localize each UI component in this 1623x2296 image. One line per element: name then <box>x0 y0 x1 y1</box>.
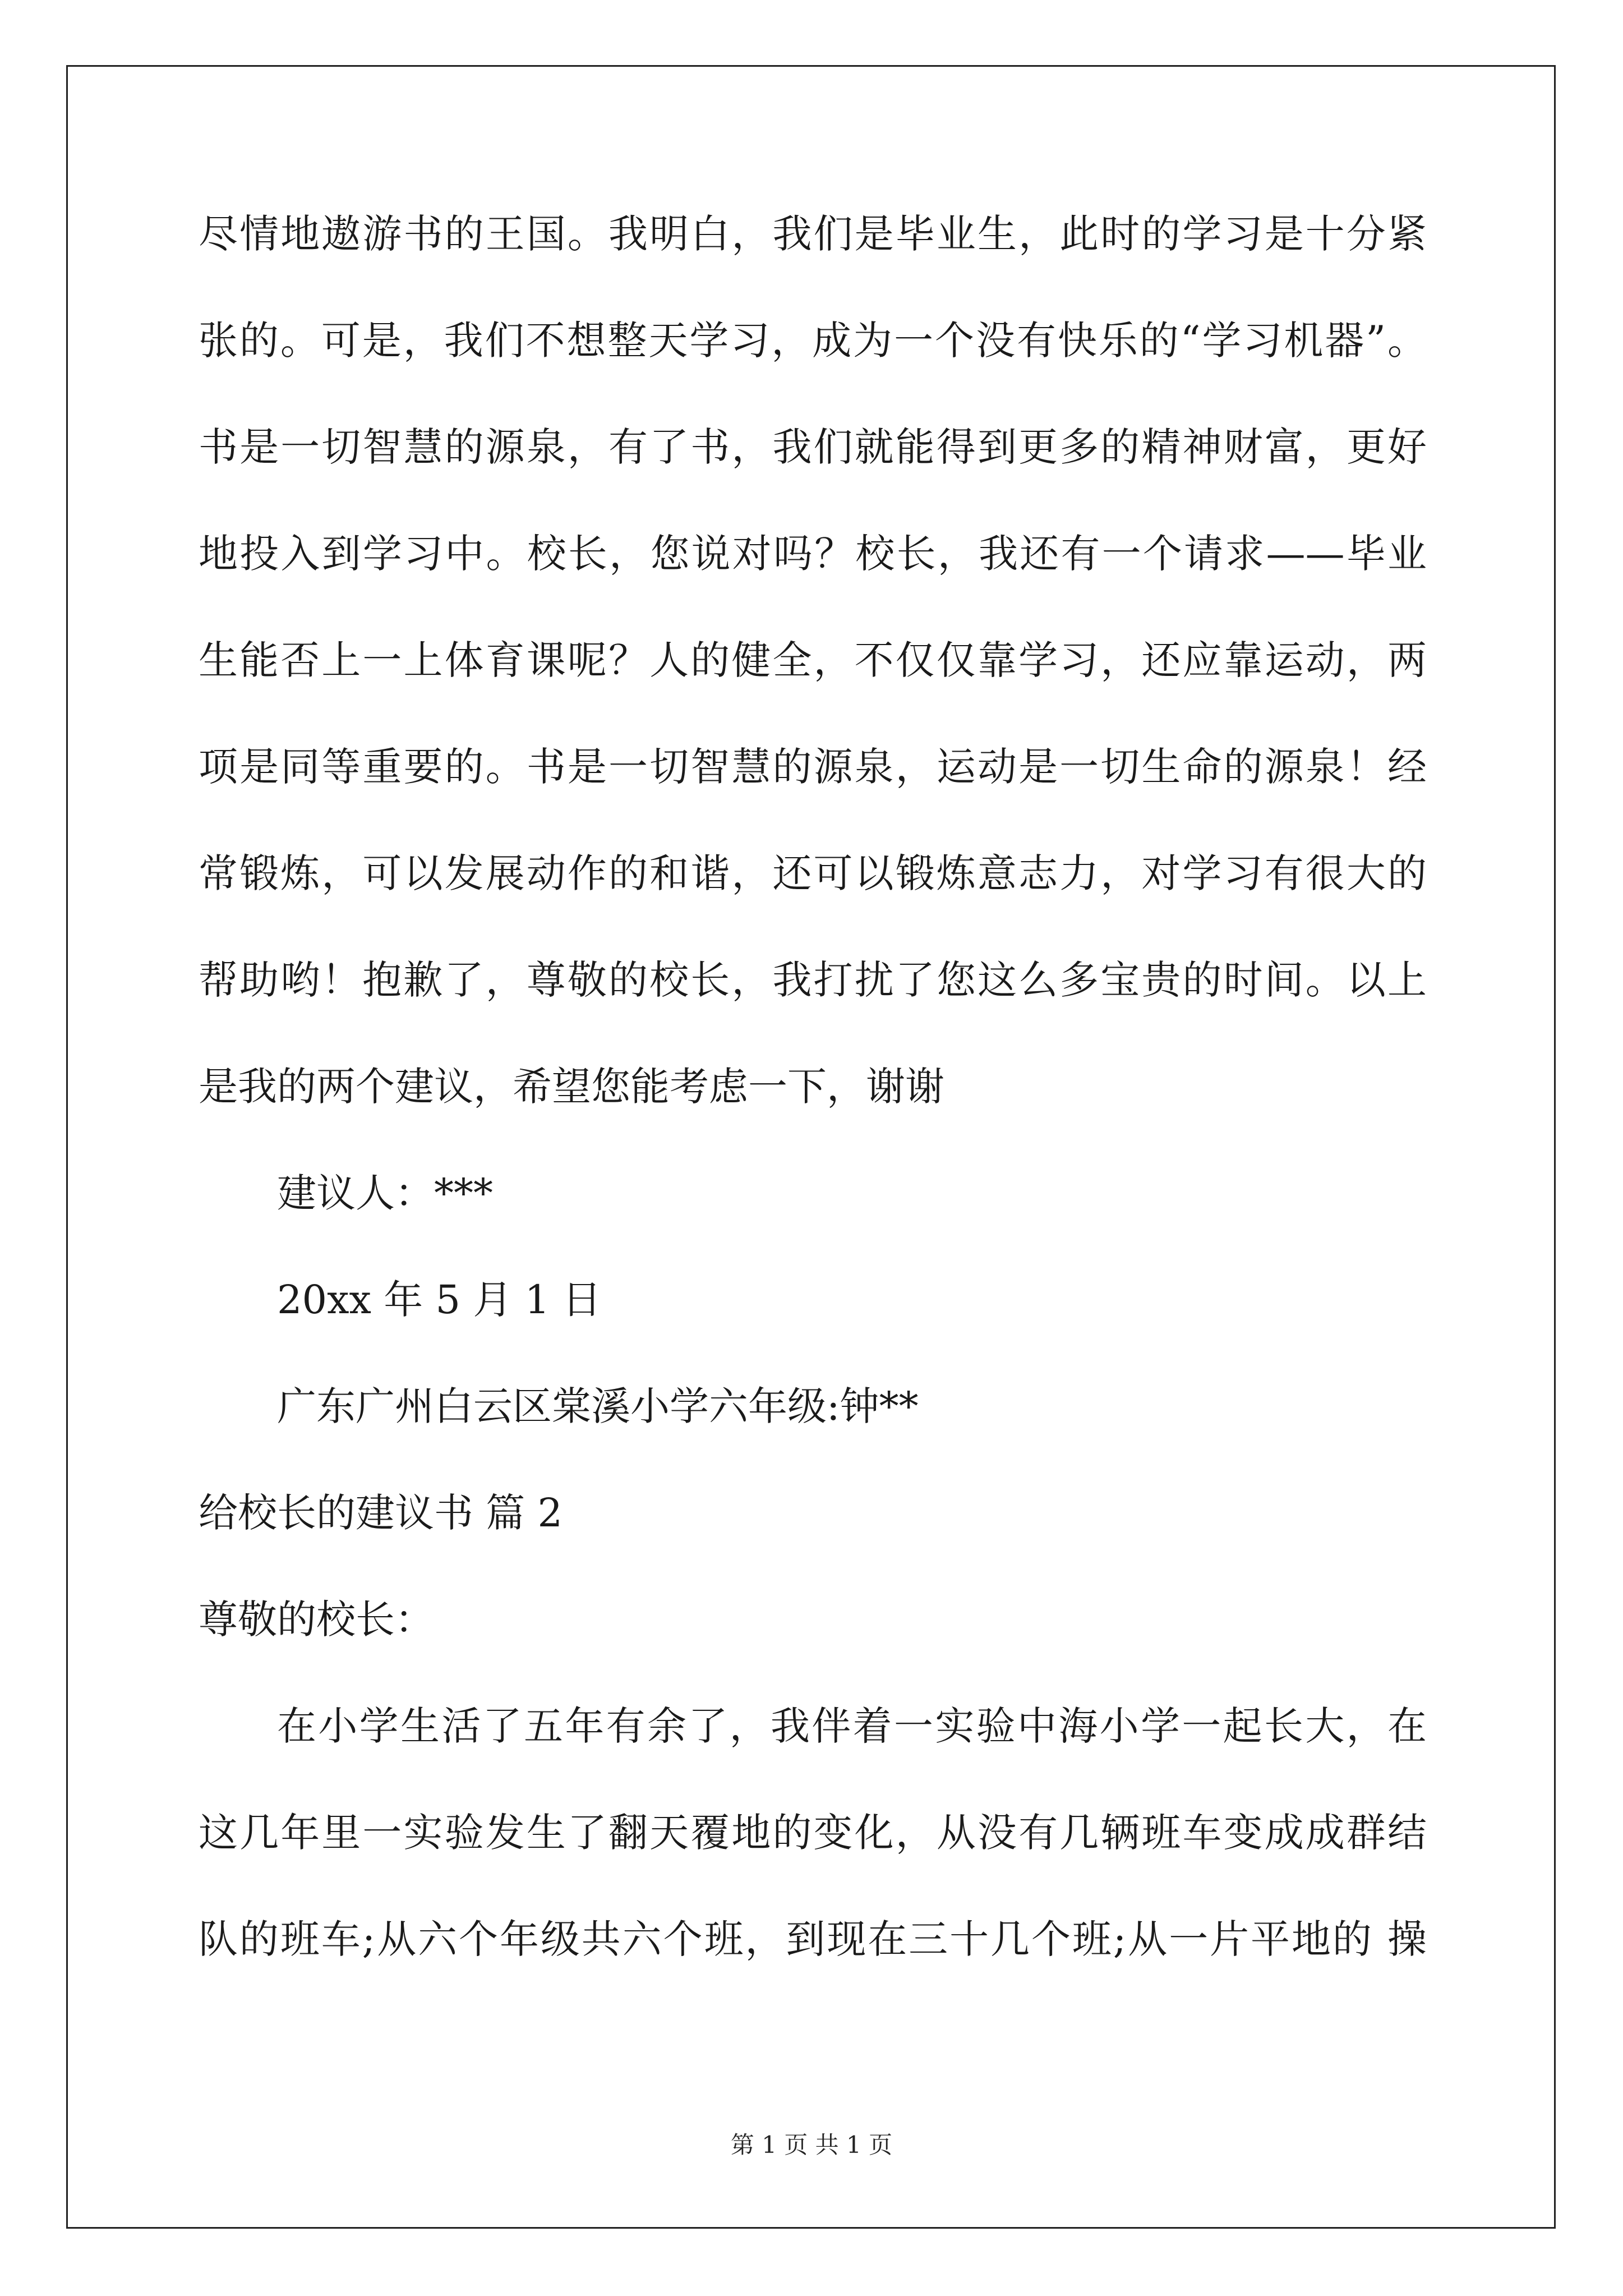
document-body <box>199 203 1427 2015</box>
section-title: 给校长的建议书 篇 2 <box>199 1490 563 1536</box>
paragraph-line: 地投入到学习中。校长，您说对吗？校长，我还有一个请求——毕业 <box>199 531 1427 577</box>
page-number: 第 1 页 共 1 页 <box>730 2131 893 2159</box>
paragraph-line: 生能否上一上体育课呢？人的健全，不仅仅靠学习，还应靠运动，两 <box>199 637 1427 683</box>
paragraph-line: 队的班车;从六个年级共六个班，到现在三十几个班;从一片平地的 操 <box>199 1916 1427 1962</box>
author-line: 广东广州白云区棠溪小学六年级:钟** <box>277 1383 919 1429</box>
paragraph-line: 常锻炼，可以发展动作的和谐，还可以锻炼意志力，对学习有很大的 <box>199 850 1427 896</box>
salutation: 尊敬的校长： <box>199 1596 434 1642</box>
paragraph-line: 书是一切智慧的源泉，有了书，我们就能得到更多的精神财富，更好 <box>199 424 1427 470</box>
paragraph-line: 张的。可是，我们不想整天学习，成为一个没有快乐的“学习机器”。 <box>199 318 1427 364</box>
signature-line: 建议人：*** <box>277 1170 493 1216</box>
date-line: 20xx 年 5 月 1 日 <box>277 1277 602 1323</box>
paragraph-line: 尽情地遨游书的王国。我明白，我们是毕业生，此时的学习是十分紧 <box>199 211 1427 257</box>
paragraph-line: 这几年里一实验发生了翻天覆地的变化，从没有几辆班车变成成群结 <box>199 1810 1427 1856</box>
paragraph-line: 项是同等重要的。书是一切智慧的源泉，运动是一切生命的源泉！经 <box>199 744 1427 790</box>
paragraph-line: 在小学生活了五年有余了，我伴着一实验中海小学一起长大，在 <box>277 1703 1427 1749</box>
paragraph-line: 是我的两个建议，希望您能考虑一下，谢谢 <box>199 1064 944 1110</box>
paragraph-line: 帮助哟！抱歉了，尊敬的校长，我打扰了您这么多宝贵的时间。以上 <box>199 957 1427 1003</box>
